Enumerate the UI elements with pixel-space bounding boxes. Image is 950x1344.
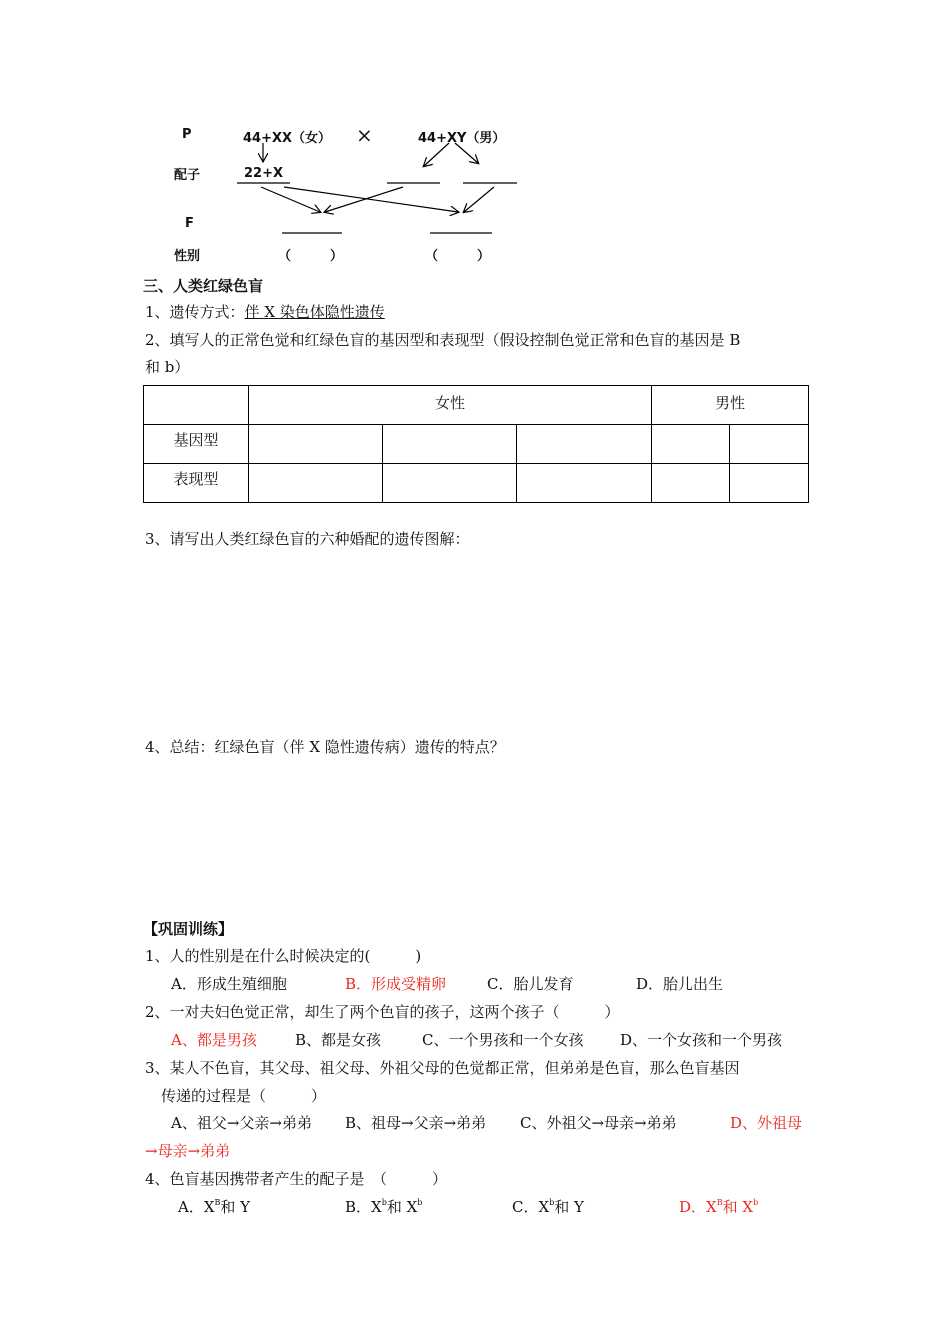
- sex-label: 性别: [174, 249, 201, 264]
- table-cell: [383, 464, 517, 503]
- cross-arrows: [0, 0, 950, 280]
- pq2-option-a: A、都是男孩: [171, 1031, 257, 1049]
- table-cell: [383, 425, 517, 464]
- pq3-option-d-part1: D、外祖母: [730, 1114, 803, 1132]
- q3-line: 3、请写出人类红绿色盲的六种婚配的遗传图解：: [145, 530, 470, 548]
- pq1-stem: 1、人的性别是在什么时候决定的( ): [145, 947, 422, 965]
- pq2-option-d: D、一个女孩和一个男孩: [620, 1031, 783, 1049]
- pq4-option-b: B．$X^b$和 $X^b$: [345, 1198, 423, 1216]
- genotype-row-label: 基因型: [144, 425, 249, 464]
- table-row: [144, 425, 809, 464]
- pq1-option-b: B．形成受精卵: [345, 975, 447, 993]
- pq2-stem: 2、一对夫妇色觉正常，却生了两个色盲的孩子，这两个孩子（ ）: [145, 1003, 620, 1021]
- q4-line: 4、总结：红绿色盲（伴 X 隐性遗传病）遗传的特点？: [145, 738, 505, 756]
- pq3-stem-line2: 传递的过程是（ ）: [161, 1087, 327, 1105]
- table-cell: [730, 464, 809, 503]
- table-header-row: [144, 386, 809, 425]
- f-label: F: [185, 216, 194, 231]
- table-cell: [249, 464, 383, 503]
- table-cell: [652, 425, 730, 464]
- pq1-option-a: A．形成生殖细胞: [171, 975, 287, 993]
- table-cell: [730, 425, 809, 464]
- q1-line: [145, 301, 385, 322]
- table-corner-cell: [144, 386, 249, 425]
- pq4-option-d: D．$X^B$和 $X^b$: [679, 1198, 759, 1216]
- q1-answer: 伴 X 染色体隐性遗传: [244, 303, 385, 321]
- q1-prefix: 1、遗传方式：: [145, 303, 245, 321]
- pq4-option-a: A．$X^B$和 Y: [178, 1198, 251, 1216]
- pq3-option-a: A、祖父→父亲→弟弟: [171, 1114, 312, 1132]
- q2-line1: 2、填写人的正常色觉和红绿色盲的基因型和表现型（假设控制色觉正常和色盲的基因是 B: [145, 331, 741, 349]
- female-gamete: 22+X: [244, 166, 284, 181]
- pq1-option-c: C．胎儿发育: [487, 975, 574, 993]
- genotype-table: [143, 385, 809, 503]
- phenotype-row-label: 表现型: [144, 464, 249, 503]
- pq4-option-c: C．$X^b$和 Y: [512, 1198, 584, 1216]
- blank-paren-2: （ ）: [425, 249, 491, 264]
- cross-symbol: ×: [356, 123, 373, 147]
- table-cell: [249, 425, 383, 464]
- pq4-stem: 4、色盲基因携带者产生的配子是 （ ）: [145, 1170, 448, 1188]
- female-parent: 44+XX（女）: [243, 131, 332, 146]
- q2-line2: 和 b）: [145, 358, 190, 376]
- pq1-option-d: D．胎儿出生: [636, 975, 724, 993]
- table-cell: [517, 464, 652, 503]
- pq3-stem-line1: 3、某人不色盲，其父母、祖父母、外祖父母的色觉都正常，但弟弟是色盲，那么色盲基因: [145, 1059, 740, 1077]
- male-header: 男性: [652, 386, 809, 425]
- male-parent: 44+XY（男）: [418, 131, 506, 146]
- practice-title: 【巩固训练】: [143, 920, 234, 938]
- pq2-option-c: C、一个男孩和一个女孩: [422, 1031, 584, 1049]
- table-cell: [517, 425, 652, 464]
- p-label: P: [182, 127, 192, 142]
- blank-paren-1: （ ）: [278, 249, 344, 264]
- table-cell: [652, 464, 730, 503]
- pq3-option-d-part2: →母亲→弟弟: [145, 1142, 231, 1160]
- female-header: 女性: [249, 386, 652, 425]
- table-row: [144, 464, 809, 503]
- pq2-option-b: B、都是女孩: [295, 1031, 382, 1049]
- gamete-label: 配子: [174, 168, 201, 183]
- section3-title: 三、人类红绿色盲: [143, 277, 264, 295]
- pq3-option-b: B、祖母→父亲→弟弟: [345, 1114, 487, 1132]
- pq3-option-c: C、外祖父→母亲→弟弟: [520, 1114, 677, 1132]
